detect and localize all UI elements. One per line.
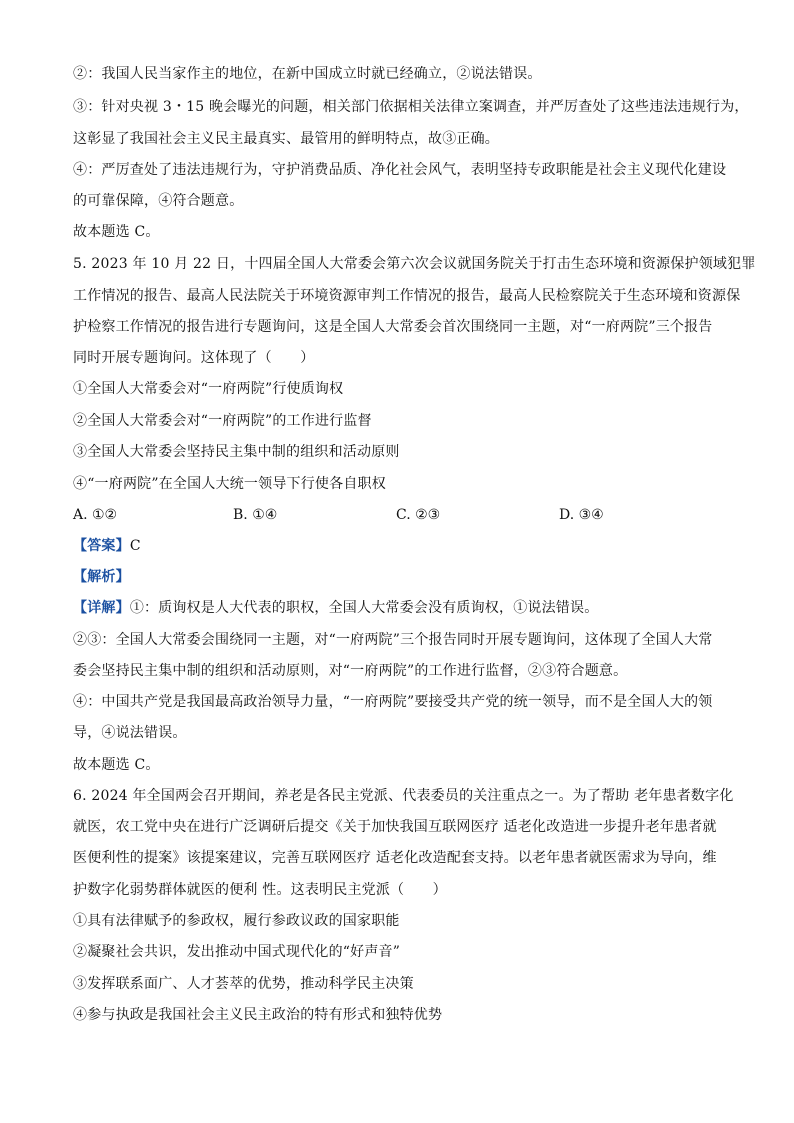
answer-label: 答案: [87, 538, 116, 554]
detail-bracket-open: 【: [73, 600, 88, 616]
question-5-line: 同时开展专题询问。这体现了（ ）: [73, 350, 315, 366]
text-line: 这彰显了我国社会主义民主最真实、最管用的鲜明特点，故③正确。: [73, 131, 499, 147]
option-statement: ①具有法律赋予的参政权，履行参政议政的国家职能: [73, 913, 400, 929]
text-line: 导，④说法错误。: [73, 725, 187, 741]
answer-value: C: [129, 538, 141, 554]
answer-bracket-close: 】: [115, 538, 130, 554]
option-statement: ②凝聚社会共识，发出推动中国式现代化的“好声音”: [73, 944, 401, 960]
option-statement: ③全国人大常委会坚持民主集中制的组织和活动原则: [73, 444, 400, 460]
analysis-bracket-open: 【: [73, 569, 88, 585]
question-6-line: 医便利性的提案》该提案建议，完善互联网医疗 适老化改造配套支持。以老年患者就医需求为导向，维: [73, 850, 717, 866]
option-statement: ④参与执政是我国社会主义民主政治的特有形式和独特优势: [73, 1007, 443, 1023]
question-5-line: 5. 2023 年 10 月 22 日，十四届全国人大常委会第六次会议就国务院关于打击生态环境和资源保护领域犯罪: [73, 256, 756, 272]
analysis-label: 解析: [87, 569, 116, 585]
choice-c: C. ②③: [396, 507, 441, 523]
choice-a: A. ①②: [73, 507, 118, 523]
option-statement: ①全国人大常委会对“一府两院”行使质询权: [73, 381, 344, 397]
answer-bracket-open: 【: [73, 538, 88, 554]
choice-b: B. ①④: [233, 507, 278, 523]
text-line: 的可靠保障，④符合题意。: [73, 193, 244, 209]
text-line: ④：严厉查处了违法违规行为，守护消费品质、净化社会风气，表明坚持专政职能是社会主义现代化建设: [73, 162, 727, 178]
option-statement: ④“一府两院”在全国人大统一领导下行使各自职权: [73, 476, 386, 492]
detail-label: 详解: [87, 600, 116, 616]
analysis-heading: [73, 567, 733, 587]
question-6-line: 6. 2024 年全国两会召开期间，养老是各民主党派、代表委员的关注重点之一。为了帮助 老年患者数字化: [73, 788, 734, 804]
text-line: ②③：全国人大常委会围绕同一主题，对“一府两院”三个报告同时开展专题询问，这体现了全国人大常: [73, 632, 713, 648]
question-6-line: 就医，农工党中央在进行广泛调研后提交《关于加快我国互联网医疗 适老化改造进一步提升老年患者就: [73, 819, 717, 835]
text-line: 故本题选 C。: [73, 757, 160, 773]
text-line: ②：我国人民当家作主的地位，在新中国成立时就已经确立，②说法错误。: [73, 66, 542, 82]
analysis-bracket-close: 】: [115, 569, 130, 585]
question-6-line: 护数字化弱势群体就医的便利 性。这表明民主党派（ ）: [73, 882, 447, 898]
text-line: 委会坚持民主集中制的组织和活动原则，对“一府两院”的工作进行监督，②③符合题意。: [73, 663, 628, 679]
answer-line: [73, 536, 733, 556]
choice-d: D. ③④: [559, 507, 604, 523]
detail-line: [73, 598, 733, 618]
text-line: 故本题选 C。: [73, 224, 160, 240]
option-statement: ②全国人大常委会对“一府两院”的工作进行监督: [73, 413, 372, 429]
question-5-line: 护检察工作情况的报告进行专题询问，这是全国人大常委会首次围绕同一主题，对“一府两院”三个报告: [73, 319, 713, 335]
detail-text: ①：质询权是人大代表的职权，全国人大常委会没有质询权，①说法错误。: [129, 600, 599, 616]
text-line: ③：针对央视 3・15 晚会曝光的问题，相关部门依据相关法律立案调查，并严厉查处了这些违法违规行为，: [73, 99, 749, 115]
question-5-line: 工作情况的报告、最高人民法院关于环境资源审判工作情况的报告，最高人民检察院关于生态环境和资源保: [73, 288, 741, 304]
text-line: ④：中国共产党是我国最高政治领导力量，“一府两院”要接受共产党的统一领导，而不是全国人大的领: [73, 694, 713, 710]
option-statement: ③发挥联系面广、人才荟萃的优势，推动科学民主决策: [73, 976, 414, 992]
detail-bracket-close: 】: [115, 600, 130, 616]
